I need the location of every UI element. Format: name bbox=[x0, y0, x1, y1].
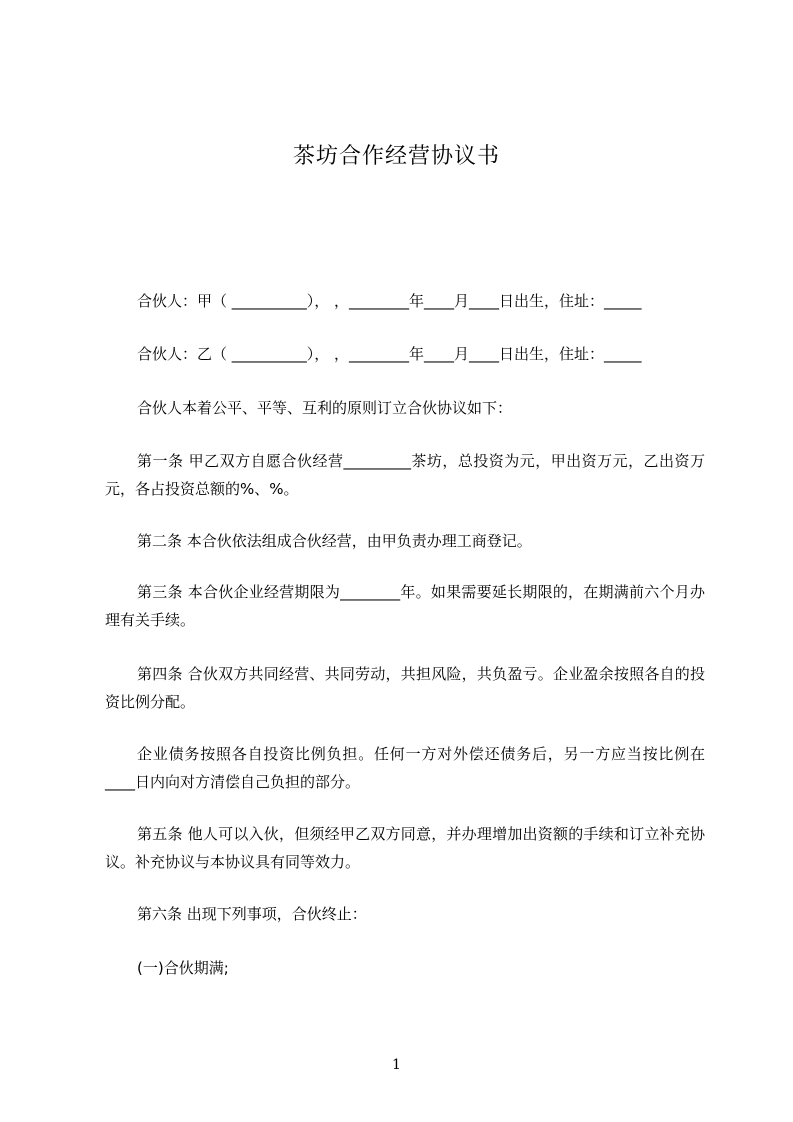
debt-clause: 企业债务按照各自投资比例负担。任何一方对外偿还债务后，另一方应当按比例在____日内向对方清偿自己负担的部分。 bbox=[105, 745, 705, 791]
article-3: 第三条 本合伙企业经营期限为________年。如果需要延长期限的，在期满前六个月办理有关手续。 bbox=[105, 583, 705, 629]
document-title: 茶坊合作经营协议书 bbox=[292, 144, 500, 169]
partner-a-line: 合伙人：甲（ __________）， ，________年____月____日出生，住址：_____ bbox=[137, 292, 642, 310]
partner-b-line: 合伙人：乙（ __________）， ，________年____月____日出生，住址：_____ bbox=[137, 345, 642, 363]
page-number: 1 bbox=[392, 1057, 401, 1073]
article-4: 第四条 合伙双方共同经营、共同劳动，共担风险，共负盈亏。企业盈余按照各自的投资比例分配。 bbox=[105, 665, 705, 711]
article-1: 第一条 甲乙双方自愿合伙经营_________茶坊，总投资为元，甲出资万元，乙出资万元，各占投资总额的%、%。 bbox=[105, 452, 705, 498]
article-2: 第二条 本合伙依法组成合伙经营，由甲负责办理工商登记。 bbox=[137, 532, 532, 550]
article-6: 第六条 出现下列事项，合伙终止： bbox=[137, 905, 367, 923]
article-5: 第五条 他人可以入伙，但须经甲乙双方同意，并办理增加出资额的手续和订立补充协议。补充协议与本协议具有同等效力。 bbox=[105, 825, 705, 871]
agreement-intro: 合伙人本着公平、平等、互利的原则订立合伙协议如下： bbox=[137, 399, 513, 417]
termination-item-1: (一)合伙期满; bbox=[137, 959, 229, 977]
